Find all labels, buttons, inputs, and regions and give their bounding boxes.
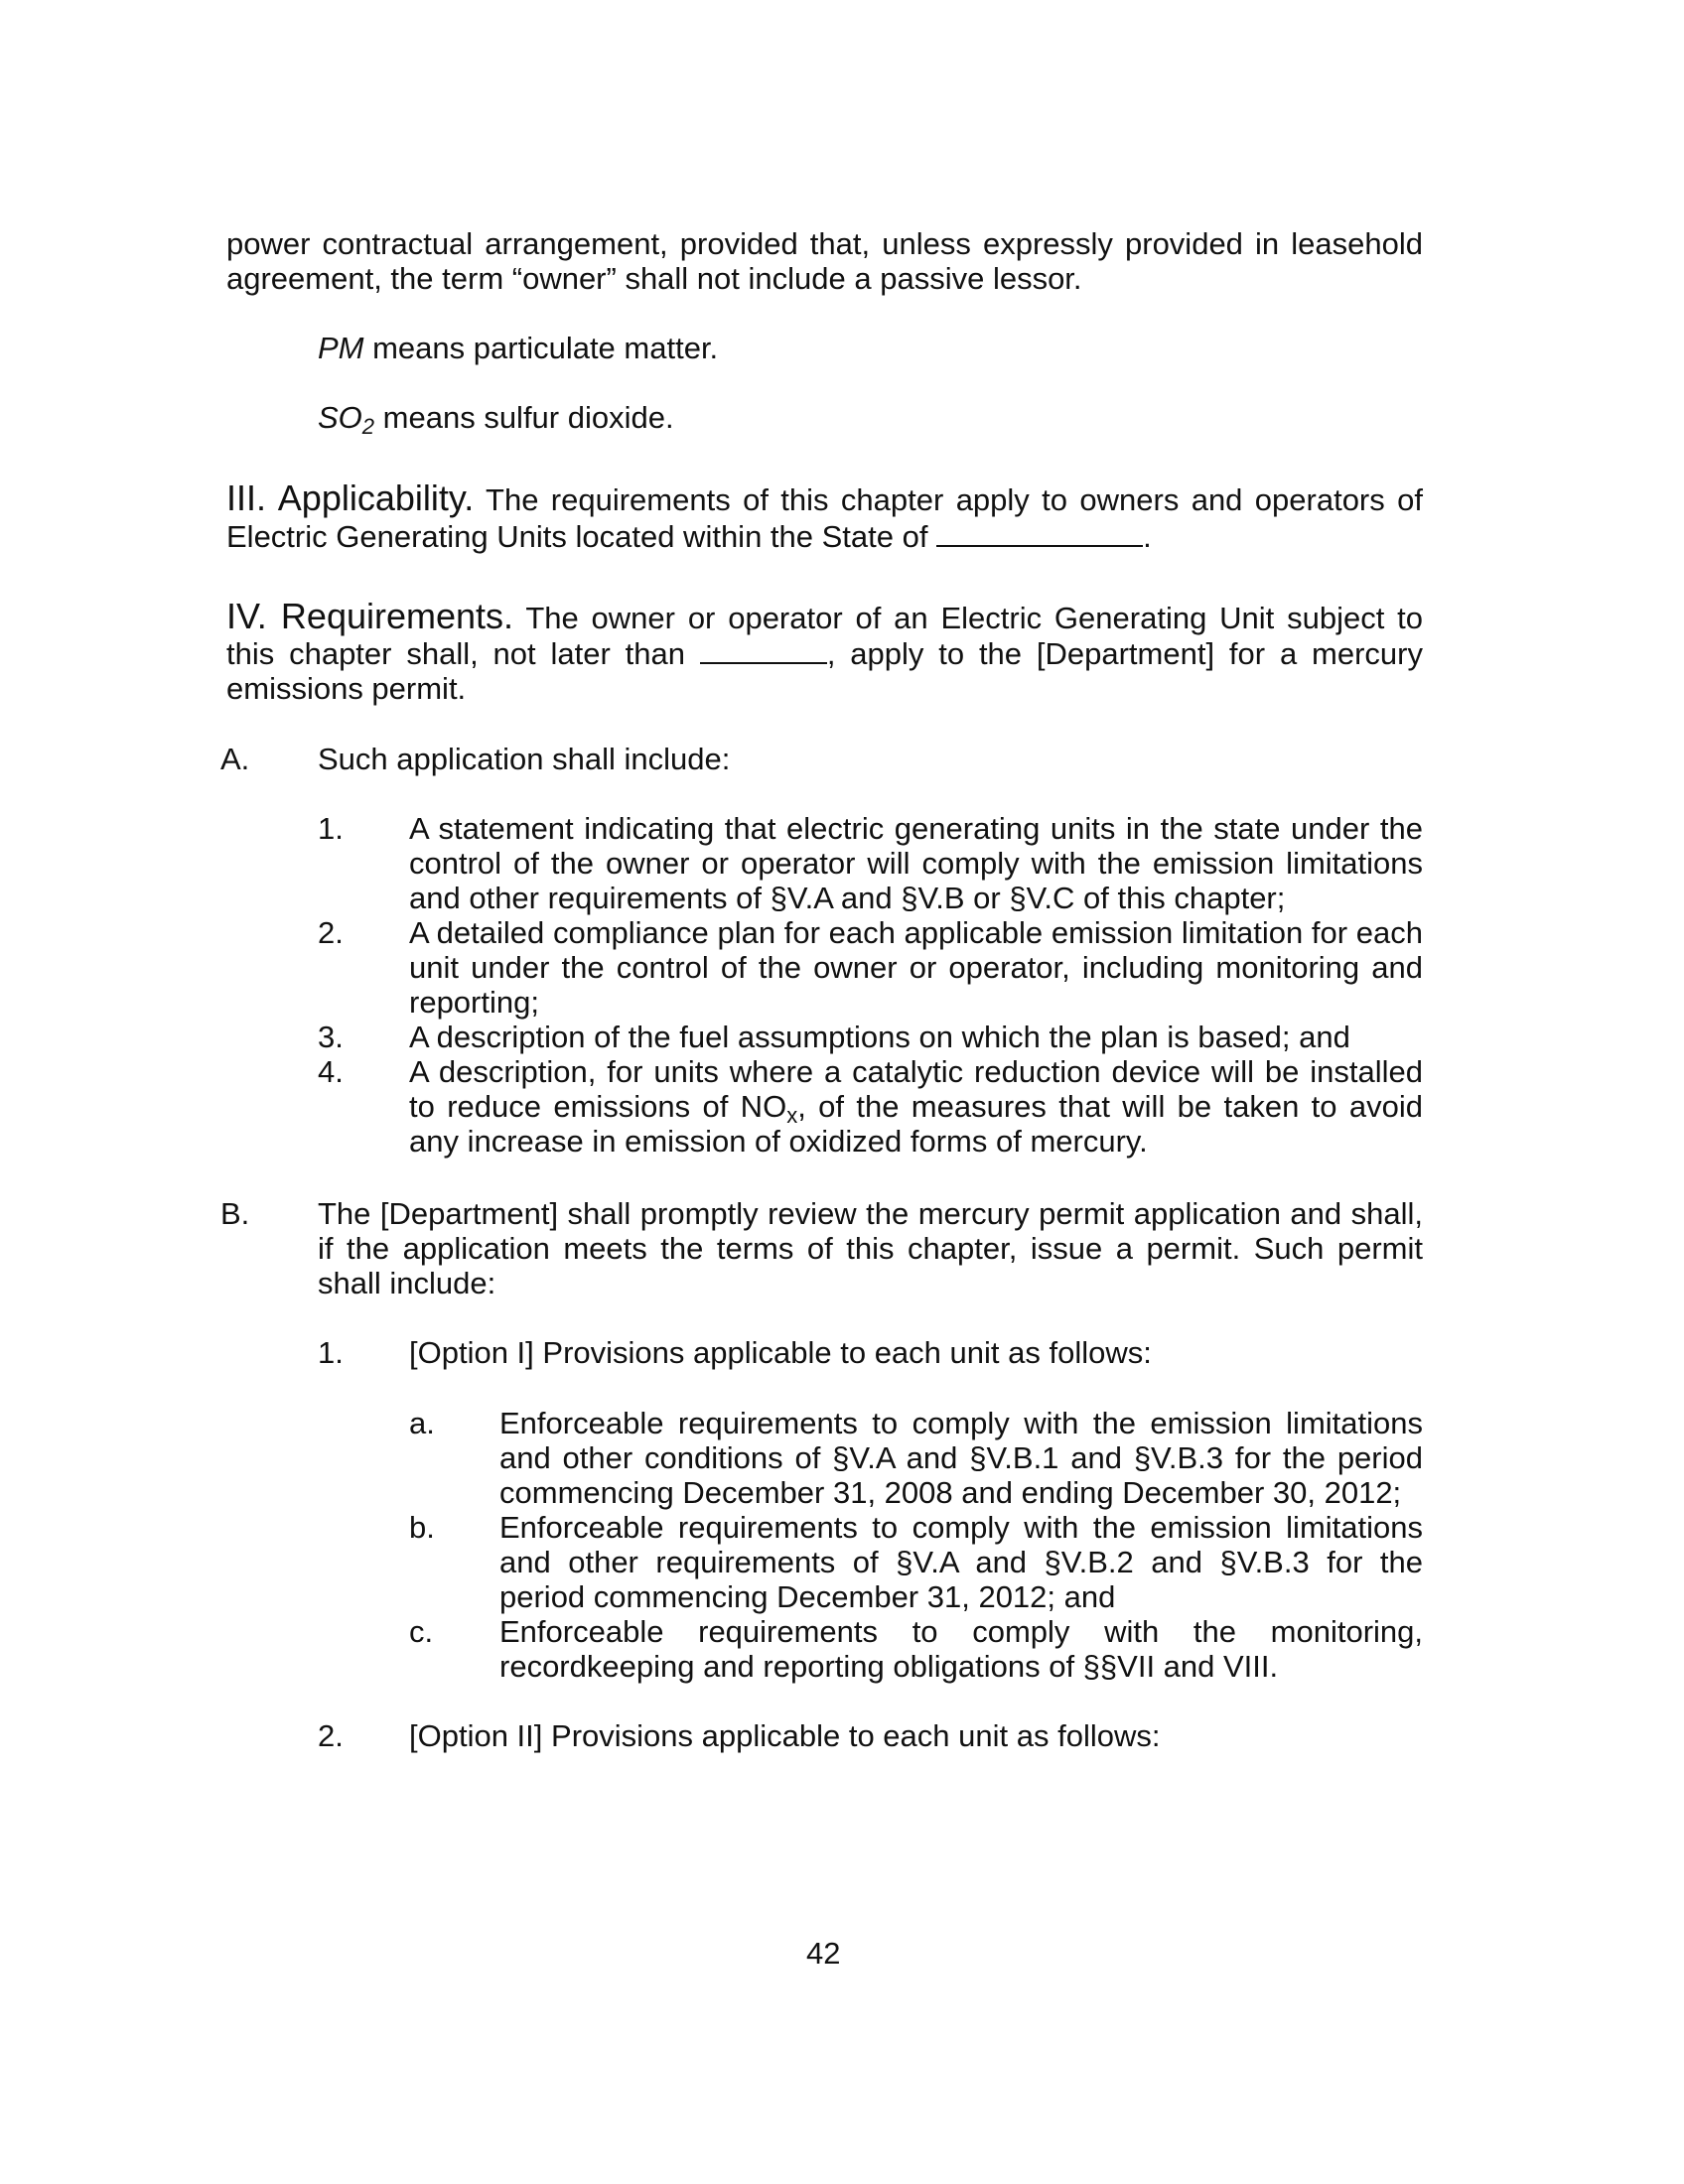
item-a2-line-1: A detailed compliance plan for each applicable emission limitation for each (409, 915, 1423, 950)
item-a4-marker: 4. (318, 1054, 344, 1089)
item-b1a-line-2: and other conditions of §V.A and §V.B.1 and §V.B.3 for the period (499, 1440, 1423, 1475)
item-a2-line-2: unit under the control of the owner or operator, including monitoring and (409, 950, 1423, 985)
item-b1-text: [Option I] Provisions applicable to each unit as follows: (409, 1335, 1152, 1370)
item-a1-line-2: control of the owner or operator will comply with the emission limitations (409, 846, 1423, 881)
item-b1c-line-2: recordkeeping and reporting obligations of §§VII and VIII. (499, 1649, 1279, 1684)
section-3-line-1 (226, 480, 1423, 517)
item-a4-line-1: A description, for units where a catalytic reduction device will be installed (409, 1054, 1423, 1089)
section-4-line-1 (226, 596, 1424, 636)
term-pm: PM (318, 331, 364, 365)
item-a3-line-1: A description of the fuel assumptions on which the plan is based; and (409, 1020, 1350, 1054)
state-blank (936, 544, 1143, 547)
item-b1c-line-1: Enforceable requirements to comply with the monitoring, (499, 1614, 1423, 1649)
item-b1b-line-2: and other requirements of §V.A and §V.B.2 and §V.B.3 for the (499, 1545, 1423, 1579)
item-a1-line-3: and other requirements of §V.A and §V.B or §V.C of this chapter; (409, 881, 1286, 915)
item-a2-line-3: reporting; (409, 985, 539, 1020)
item-a4-line-2: to reduce emissions of $NO_x$, of the measures that will be taken to avoid (409, 1089, 1423, 1128)
item-b1a-line-1: Enforceable requirements to comply with the emission limitations (499, 1406, 1423, 1440)
item-a-marker: A. (220, 742, 250, 776)
item-b-marker: B. (220, 1196, 250, 1231)
section-3-line-2: Electric Generating Units located within the State of . (226, 519, 1152, 554)
item-a2-marker: 2. (318, 915, 344, 950)
item-b1b-line-3: period commencing December 31, 2012; and (499, 1579, 1116, 1614)
item-a4-line-3: any increase in emission of oxidized forms of mercury. (409, 1124, 1148, 1159)
item-b1b-marker: b. (409, 1510, 435, 1545)
item-a1-marker: 1. (318, 811, 344, 846)
item-b1a-marker: a. (409, 1406, 435, 1440)
section-4-line-3: emissions permit. (226, 671, 467, 706)
term-so2: $SO_2$ (318, 400, 375, 439)
deadline-blank (700, 661, 827, 664)
item-b2-marker: 2. (318, 1718, 344, 1753)
section-3-text: The requirements of this chapter apply to owners and operators of (474, 482, 1423, 517)
page-number: 42 (806, 1936, 841, 1971)
item-b-line-3: shall include: (318, 1266, 496, 1300)
item-b1b-line-1: Enforceable requirements to comply with the emission limitations (499, 1510, 1423, 1545)
item-b-line-2: if the application meets the terms of this chapter, issue a permit. Such permit (318, 1231, 1423, 1266)
definition-pm (318, 331, 718, 365)
definition-so2-text: means sulfur dioxide. (374, 400, 674, 435)
continuation-line-1: power contractual arrangement, provided that, unless expressly provided in leasehold (226, 226, 1423, 261)
definition-so2 (318, 400, 674, 439)
section-4-line-2: this chapter shall, not later than , apply to the [Department] for a mercury (226, 636, 1423, 671)
section-4-heading: IV. Requirements. (226, 596, 514, 636)
item-a-text: Such application shall include: (318, 742, 731, 776)
section-4-text: The owner or operator of an Electric Generating Unit subject to (513, 601, 1424, 635)
item-a1-line-1: A statement indicating that electric generating units in the state under the (409, 811, 1423, 846)
continuation-line-2: agreement, the term “owner” shall not include a passive lessor. (226, 261, 1082, 296)
item-b-line-1: The [Department] shall promptly review the mercury permit application and shall, (318, 1196, 1423, 1231)
item-b1c-marker: c. (409, 1614, 434, 1649)
definition-pm-text: means particulate matter. (363, 331, 719, 365)
item-b1a-line-3: commencing December 31, 2008 and ending December 30, 2012; (499, 1475, 1402, 1510)
item-b2-text: [Option II] Provisions applicable to each unit as follows: (409, 1718, 1161, 1753)
nox-subscript: x (786, 1103, 798, 1128)
item-a3-marker: 3. (318, 1020, 344, 1054)
item-b1-marker: 1. (318, 1335, 344, 1370)
section-3-heading: III. Applicability. (226, 478, 475, 518)
